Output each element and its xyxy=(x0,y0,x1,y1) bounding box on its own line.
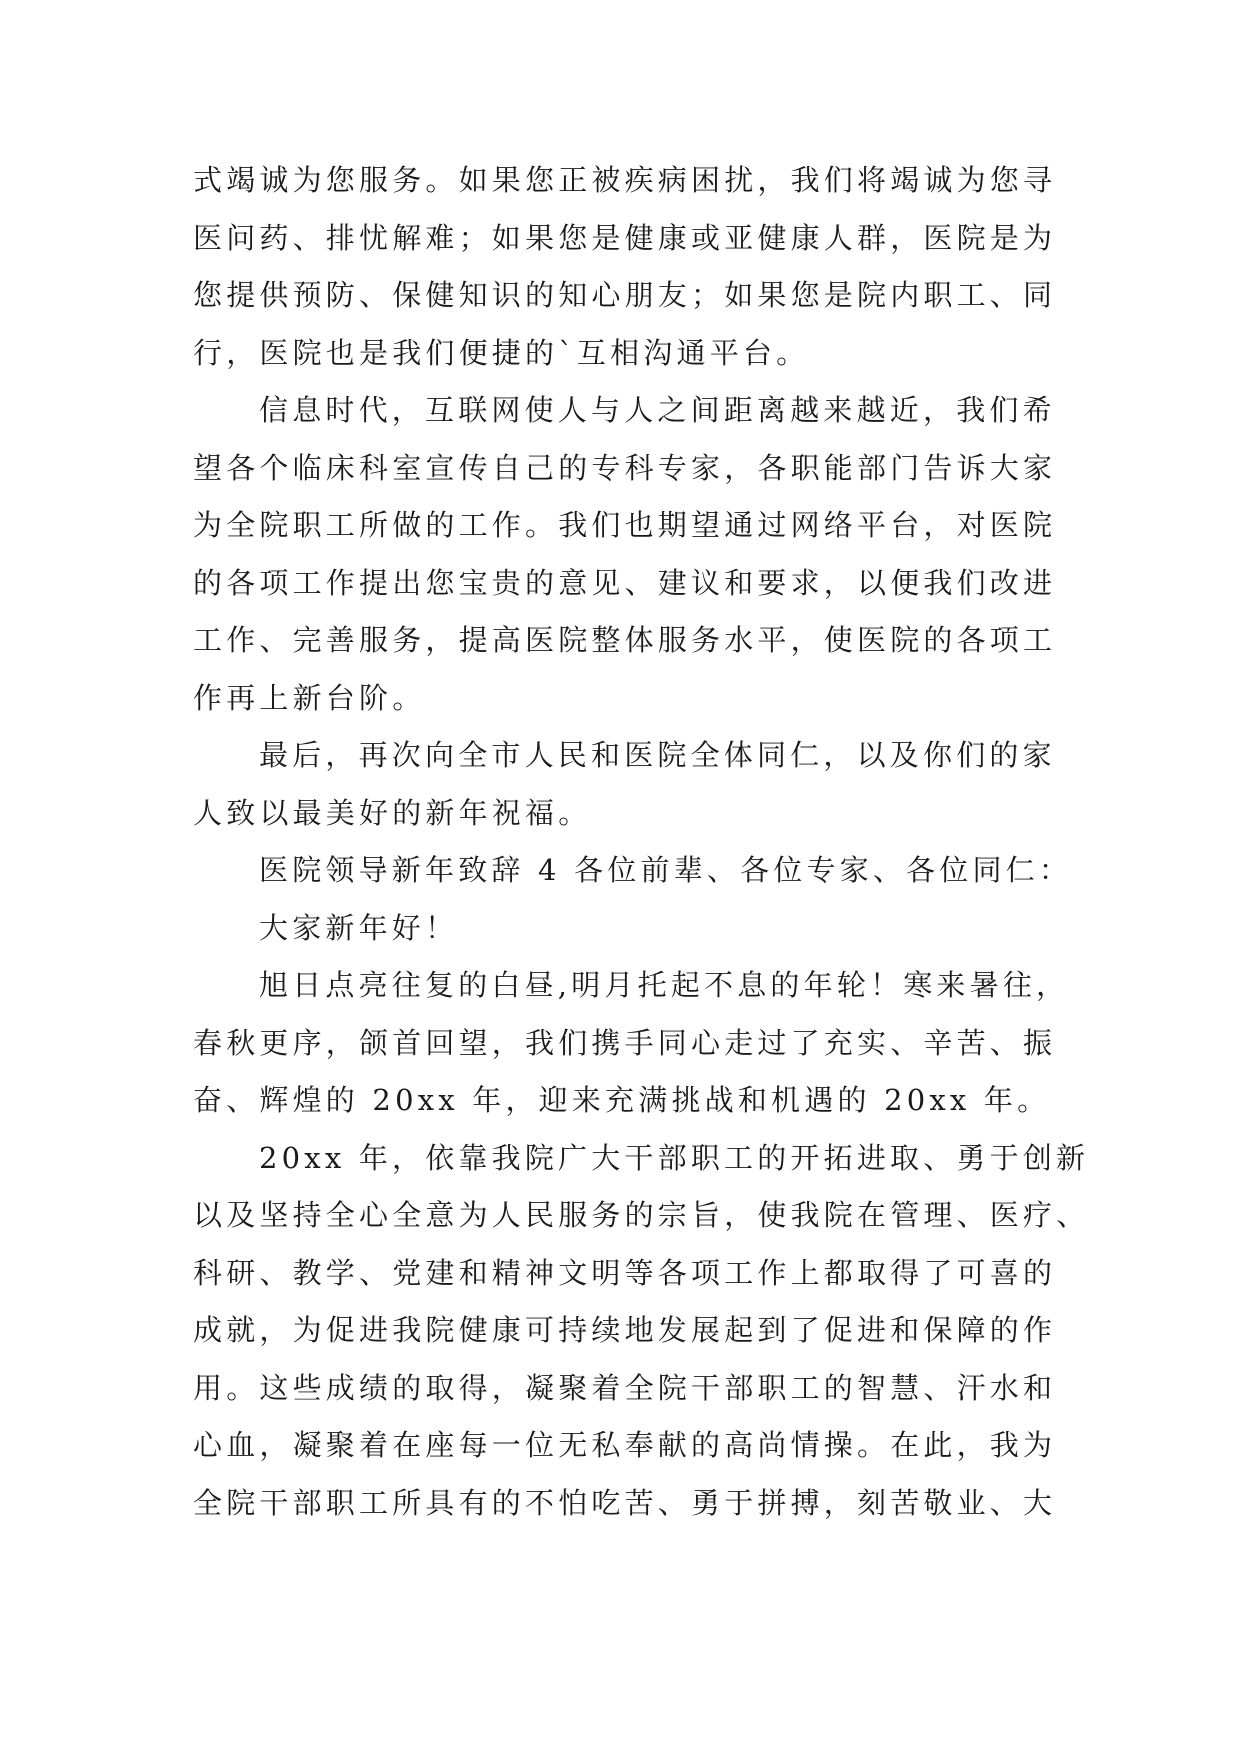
paragraph xyxy=(193,727,1056,842)
text-line: 20xx 年，依靠我院广大干部职工的开拓进取、勇于创新 xyxy=(259,1140,1090,1175)
text-line: 的各项工作提出您宝贵的意见、建议和要求，以便我们改进 xyxy=(193,565,1057,600)
text-line: 用。这些成绩的取得，凝聚着全院干部职工的智慧、汗水和 xyxy=(193,1370,1057,1405)
paragraph xyxy=(193,957,1070,1130)
text-line: 医问药、排忧解难；如果您是健康或亚健康人群，医院是为 xyxy=(193,220,1057,255)
text-line: 春秋更序，颌首回望，我们携手同心走过了充实、辛苦、振 xyxy=(193,1025,1057,1060)
text-line: 全院干部职工所具有的不怕吃苦、勇于拼搏，刻苦敬业、大 xyxy=(193,1485,1057,1520)
text-line: 以及坚持全心全意为人民服务的宗旨，使我院在管理、医疗、 xyxy=(193,1198,1090,1232)
text-line: 作再上新台阶。 xyxy=(193,680,426,715)
text-line: 为全院职工所做的工作。我们也期望通过网络平台，对医院 xyxy=(193,508,1057,542)
text-line: 旭日点亮往复的白昼,明月托起不息的年轮！寒来暑往， xyxy=(259,968,1070,1002)
section-heading: 医院领导新年致辞 4 各位前辈、各位专家、各位同仁： xyxy=(259,853,1073,887)
text-line: 行，医院也是我们便捷的`互相沟通平台。 xyxy=(193,335,810,370)
text-line: 人致以最美好的新年祝福。 xyxy=(193,795,592,830)
paragraph xyxy=(193,152,1057,382)
text-line: 您提供预防、保健知识的知心朋友；如果您是院内职工、同 xyxy=(193,278,1057,312)
greeting-line: 大家新年好！ xyxy=(259,910,459,945)
text-line: 望各个临床科室宣传自己的专科专家，各职能部门告诉大家 xyxy=(193,450,1057,485)
text-line: 最后，再次向全市人民和医院全体同仁，以及你们的家 xyxy=(259,738,1056,772)
text-line: 奋、辉煌的 20xx 年，迎来充满挑战和机遇的 20xx 年。 xyxy=(193,1083,1051,1117)
text-line: 工作、完善服务，提高医院整体服务水平，使医院的各项工 xyxy=(193,623,1057,657)
paragraph xyxy=(193,842,1073,900)
text-line: 心血，凝聚着在座每一位无私奉献的高尚情操。在此，我为 xyxy=(193,1428,1057,1462)
paragraph xyxy=(193,382,1057,727)
text-line: 信息时代，互联网使人与人之间距离越来越近，我们希 xyxy=(259,393,1056,427)
document-body xyxy=(193,152,1090,1532)
text-line: 式竭诚为您服务。如果您正被疾病困扰，我们将竭诚为您寻 xyxy=(193,163,1057,197)
paragraph xyxy=(193,1130,1090,1533)
text-line: 成就，为促进我院健康可持续地发展起到了促进和保障的作 xyxy=(193,1313,1057,1347)
paragraph xyxy=(193,900,1053,958)
text-line: 科研、教学、党建和精神文明等各项工作上都取得了可喜的 xyxy=(193,1255,1057,1290)
